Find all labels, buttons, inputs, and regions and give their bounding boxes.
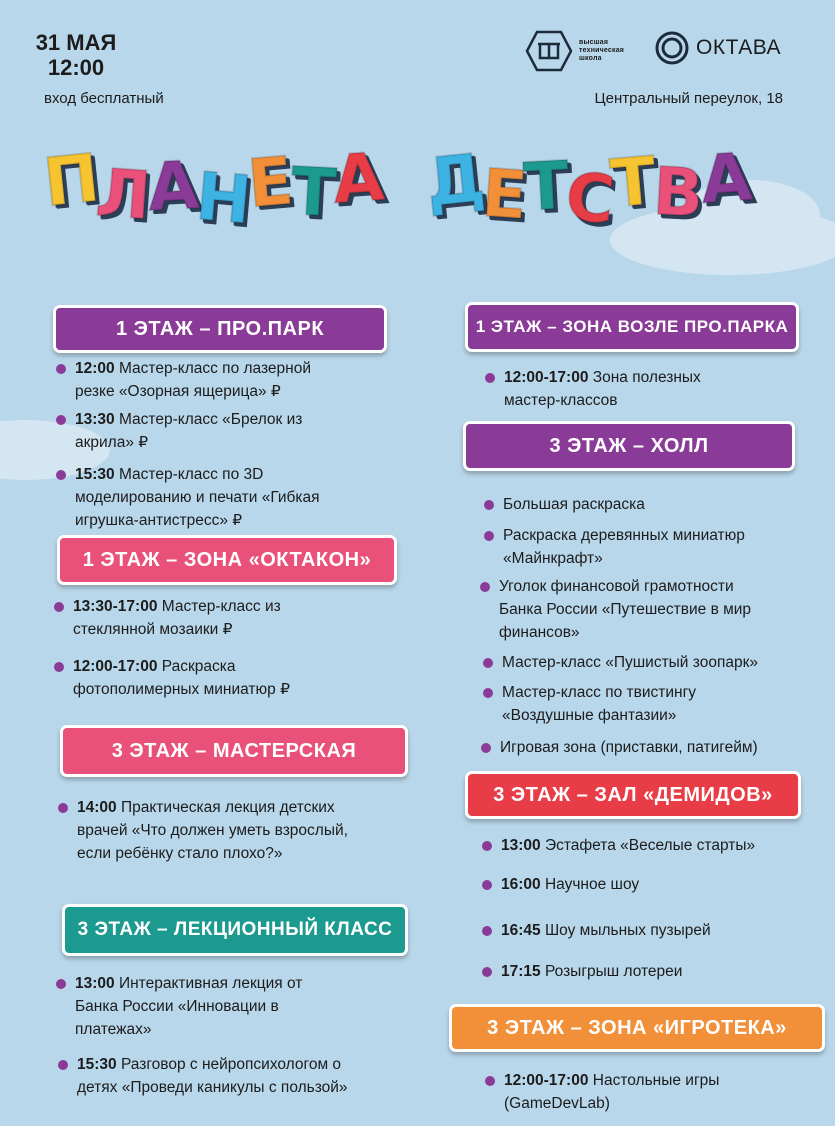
bullet-dot-icon: [54, 602, 64, 612]
title-letter: Е: [479, 154, 530, 235]
title-letter: Д: [422, 139, 489, 222]
bullet-dot-icon: [483, 688, 493, 698]
bullet-dot-icon: [482, 967, 492, 977]
section-header-3-floor-demidov: 3 ЭТАЖ – ЗАЛ «ДЕМИДОВ»: [465, 771, 801, 819]
bullet-dot-icon: [480, 582, 490, 592]
event-date-time: [30, 30, 122, 80]
section-header-3-floor-lecture: 3 ЭТАЖ – ЛЕКЦИОННЫЙ КЛАСС: [62, 904, 408, 956]
bullet-dot-icon: [484, 531, 494, 541]
bullet-dot-icon: [58, 1060, 68, 1070]
bullet-dot-icon: [56, 470, 66, 480]
bullet-dot-icon: [56, 979, 66, 989]
event-date: 31 МАЯ: [35, 30, 117, 55]
bullet-dot-icon: [484, 500, 494, 510]
title-letter: Т: [288, 152, 338, 233]
section-header-1-floor-propark: 1 ЭТАЖ – ПРО.ПАРК: [53, 305, 387, 353]
title-letter: Н: [192, 157, 255, 240]
title-letter: П: [40, 139, 104, 222]
section-header-3-floor-workshop: 3 ЭТАЖ – МАСТЕРСКАЯ: [60, 725, 408, 777]
bullet-dot-icon: [485, 373, 495, 383]
bullet-dot-icon: [56, 415, 66, 425]
section-header-3-floor-igroteka: 3 ЭТАЖ – ЗОНА «ИГРОТЕКА»: [449, 1004, 825, 1052]
bullet-dot-icon: [482, 926, 492, 936]
bullet-dot-icon: [481, 743, 491, 753]
vsh-logo: [525, 30, 624, 72]
title-letter: А: [698, 138, 755, 219]
title-letter: А: [329, 138, 387, 219]
bullet-dot-icon: [482, 841, 492, 851]
section-header-3-floor-hall: 3 ЭТАЖ – ХОЛЛ: [463, 421, 795, 471]
title-letter: Т: [608, 142, 660, 223]
bullet-dot-icon: [56, 364, 66, 374]
octava-logo-text: ОКТАВА: [696, 36, 782, 59]
section-header-1-floor-octakon: 1 ЭТАЖ – ЗОНА «ОКТАКОН»: [57, 535, 397, 585]
address: Центральный переулок, 18: [594, 90, 783, 107]
title-letter: В: [651, 152, 706, 233]
bullet-dot-icon: [485, 1076, 495, 1086]
title-word-2: [422, 138, 755, 239]
vsh-hexagon-icon: [525, 30, 573, 72]
octava-ring-icon: [654, 30, 690, 66]
entry-note: вход бесплатный: [44, 90, 164, 107]
bullet-dot-icon: [483, 658, 493, 668]
page-title: [40, 138, 784, 240]
title-letter: Л: [93, 154, 154, 235]
section-header-1-floor-near-propark: 1 ЭТАЖ – ЗОНА ВОЗЛЕ ПРО.ПАРКА: [465, 302, 799, 352]
vsh-logo-text: высшая техническая школа: [579, 39, 625, 62]
event-time: 12:00: [47, 55, 105, 80]
octava-logo: [654, 30, 781, 66]
title-letter: Т: [521, 146, 571, 227]
title-letter: Е: [245, 142, 297, 223]
bullet-dot-icon: [54, 662, 64, 672]
title-word-1: [40, 138, 387, 240]
title-letter: С: [562, 158, 618, 239]
bullet-dot-icon: [58, 803, 68, 813]
bullet-dot-icon: [482, 880, 492, 890]
title-letter: А: [146, 146, 202, 227]
